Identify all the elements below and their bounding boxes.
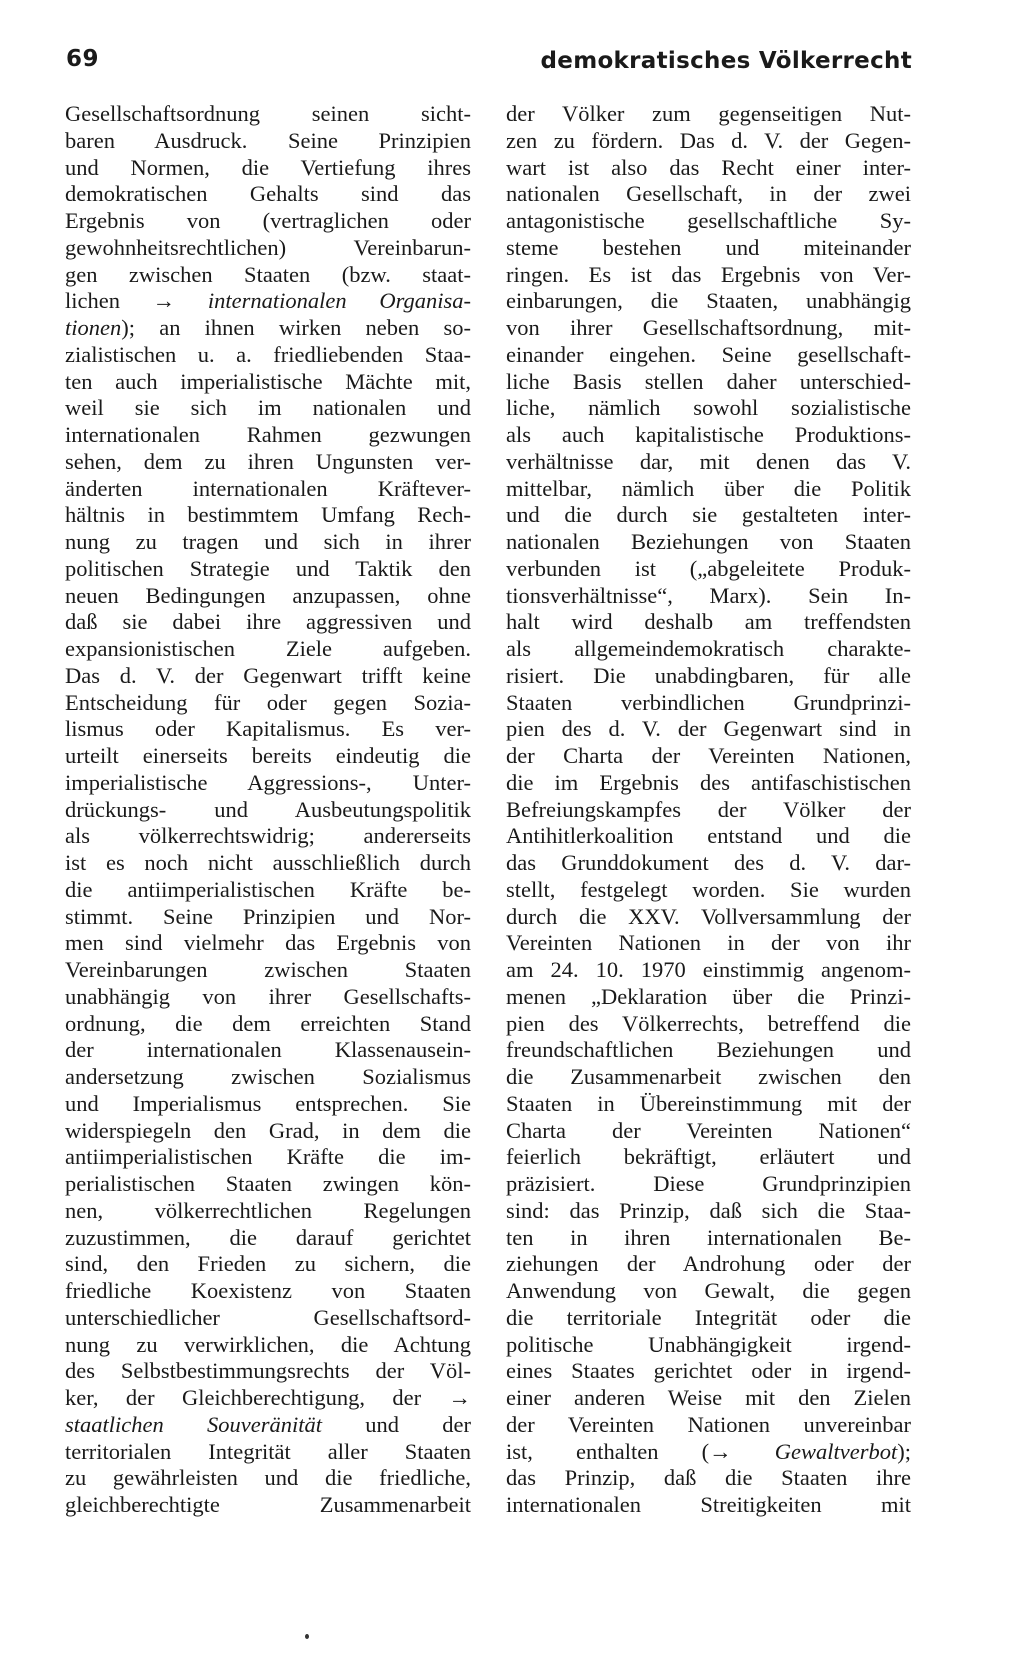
text-segment: verbunden ist („abgeleitete Produk-: [506, 555, 911, 581]
text-segment: ); an ihnen wirken neben so-: [121, 315, 471, 340]
text-segment: internationalen Streitigkeiten mit: [506, 1492, 911, 1517]
text-line: [65, 208, 471, 235]
text-segment: ringen. Es ist das Ergebnis von Ver-: [506, 261, 911, 287]
text-segment: nen, völkerrechtlichen Regelungen: [65, 1197, 471, 1223]
text-segment: hältnis in bestimmtem Umfang Rech-: [65, 502, 471, 528]
text-line: [506, 181, 911, 208]
text-line: [506, 422, 911, 449]
text-segment: sind: das Prinzip, daß sich die Staa-: [506, 1197, 911, 1223]
text-segment: perialistischen Staaten zwingen kön-: [65, 1171, 471, 1196]
text-line: [506, 288, 911, 315]
text-line: [65, 235, 471, 262]
text-segment: ten auch imperialistische Mächte mit,: [65, 368, 471, 394]
text-segment: daß sie dabei ihre aggressiven und: [65, 609, 471, 635]
text-segment: der Charta der Vereinten Nationen,: [506, 743, 911, 768]
text-segment: pien des d. V. der Gegenwart sind in: [506, 716, 911, 742]
text-line: [506, 502, 911, 529]
text-segment: die im Ergebnis des antifaschistischen: [506, 769, 911, 795]
text-line: [506, 449, 911, 476]
text-segment: nung zu verwirklichen, die Achtung: [65, 1331, 471, 1357]
text-segment: politischen Strategie und Taktik den: [65, 555, 471, 581]
text-line: [65, 850, 471, 877]
text-line: [65, 342, 471, 369]
text-segment: einer anderen Weise mit den Zielen: [506, 1385, 911, 1410]
text-line: [65, 1225, 471, 1252]
text-line: [506, 636, 911, 663]
text-line: [65, 1385, 471, 1412]
text-line: [65, 315, 471, 342]
text-segment: menen „Deklaration über die Prinzi-: [506, 983, 911, 1009]
text-segment: tionsverhältnisse“, Marx). Sein In-: [506, 582, 911, 608]
text-segment: Das d. V. der Gegenwart trifft keine: [65, 662, 471, 688]
text-segment: ordnung, die dem erreichten Stand: [65, 1010, 471, 1036]
text-segment: men sind vielmehr das Ergebnis von: [65, 930, 471, 956]
text-segment: verhältnisse dar, mit denen das V.: [506, 448, 911, 474]
text-line: [506, 1091, 911, 1118]
text-line: [506, 583, 911, 610]
text-segment: urteilt einerseits bereits eindeutig die: [65, 743, 471, 768]
text-segment: freundschaftlichen Beziehungen und: [506, 1037, 911, 1063]
text-segment: ten in ihren internationalen Be-: [506, 1224, 911, 1250]
text-segment: lichen →: [65, 288, 208, 314]
text-line: [65, 395, 471, 422]
italic-reference: staatlichen Souveränität: [65, 1411, 322, 1437]
text-segment: präzisiert. Diese Grundprinzipien: [506, 1171, 911, 1196]
text-line: [65, 609, 471, 636]
text-line: [506, 984, 911, 1011]
text-segment: die antiimperialistischen Kräfte be-: [65, 876, 471, 902]
right-text-column: [506, 101, 911, 1519]
text-line: [65, 422, 471, 449]
text-line: [506, 1144, 911, 1171]
text-segment: das Grunddokument des d. V. dar-: [506, 850, 911, 875]
text-line: [506, 663, 911, 690]
text-segment: Ergebnis von (vertraglichen oder: [65, 208, 471, 233]
text-line: [65, 904, 471, 931]
text-segment: expansionistischen Ziele aufgeben.: [65, 636, 471, 661]
text-segment: ker, der Gleichberechtigung, der →: [65, 1385, 471, 1410]
text-line: [65, 556, 471, 583]
text-segment: Charta der Vereinten Nationen“: [506, 1117, 911, 1143]
text-line: [506, 1465, 911, 1492]
text-line: [65, 957, 471, 984]
text-line: [65, 1064, 471, 1091]
page-number: 69: [66, 46, 100, 72]
text-segment: am 24. 10. 1970 einstimmig angenom-: [506, 957, 911, 982]
text-segment: des Selbstbestimmungsrechts der Völ-: [65, 1358, 471, 1384]
text-segment: änderten internationalen Kräftever-: [65, 475, 471, 501]
text-line: [65, 288, 471, 315]
text-segment: ist es noch nicht ausschließlich durch: [65, 850, 471, 875]
text-line: [506, 609, 911, 636]
text-segment: zialistischen u. a. friedliebenden Staa-: [65, 341, 471, 367]
text-line: [65, 984, 471, 1011]
text-line: [506, 395, 911, 422]
text-line: [65, 823, 471, 850]
text-segment: antiimperialistischen Kräfte die im-: [65, 1144, 471, 1170]
text-segment: lismus oder Kapitalismus. Es ver-: [65, 716, 471, 742]
text-line: [506, 1385, 911, 1412]
text-segment: und Imperialismus entsprechen. Sie: [65, 1090, 471, 1116]
text-line: [65, 1439, 471, 1466]
text-line: [65, 770, 471, 797]
text-segment: sind, den Frieden zu sichern, die: [65, 1251, 471, 1277]
text-segment: stellt, festgelegt worden. Sie wurden: [506, 876, 911, 902]
text-segment: als auch kapitalistische Produktions-: [506, 422, 911, 447]
text-segment: die Zusammenarbeit zwischen den: [506, 1064, 911, 1089]
text-line: [65, 930, 471, 957]
text-line: [506, 1198, 911, 1225]
text-segment: Entscheidung für oder gegen Sozia-: [65, 689, 471, 715]
text-line: [506, 716, 911, 743]
text-line: [506, 957, 911, 984]
text-segment: widerspiegeln den Grad, in dem die: [65, 1117, 471, 1143]
text-segment: einbarungen, die Staaten, unabhängig: [506, 288, 911, 314]
text-line: [65, 877, 471, 904]
text-line: [65, 1492, 471, 1519]
text-line: [65, 797, 471, 824]
text-segment: sehen, dem zu ihren Ungunsten ver-: [65, 448, 471, 474]
text-segment: feierlich bekräftigt, erläutert und: [506, 1144, 911, 1170]
text-line: [506, 476, 911, 503]
text-line: [506, 823, 911, 850]
text-line: [65, 1251, 471, 1278]
text-line: [65, 663, 471, 690]
text-line: [506, 904, 911, 931]
text-line: [65, 101, 471, 128]
text-segment: politische Unabhängigkeit irgend-: [506, 1331, 911, 1357]
text-line: [65, 502, 471, 529]
text-segment: nationalen Gesellschaft, in der zwei: [506, 181, 911, 207]
text-line: [65, 1278, 471, 1305]
text-line: [65, 1118, 471, 1145]
text-segment: territorialen Integrität aller Staaten: [65, 1438, 471, 1464]
italic-reference: internationalen Organisa-: [207, 288, 471, 314]
text-segment: gen zwischen Staaten (bzw. staat-: [65, 261, 471, 287]
text-line: [65, 743, 471, 770]
text-line: [65, 1011, 471, 1038]
text-segment: Vereinbarungen zwischen Staaten: [65, 957, 471, 982]
text-line: [506, 1225, 911, 1252]
text-line: [506, 770, 911, 797]
text-segment: das Prinzip, daß die Staaten ihre: [506, 1465, 911, 1491]
text-line: [506, 1011, 911, 1038]
text-segment: Vereinten Nationen in der von ihr: [506, 930, 911, 956]
text-segment: zu gewährleisten und die friedliche,: [65, 1465, 471, 1491]
text-line: [506, 797, 911, 824]
text-line: [506, 1358, 911, 1385]
text-line: [506, 342, 911, 369]
text-line: [65, 1465, 471, 1492]
text-line: [506, 208, 911, 235]
text-line: [65, 1037, 471, 1064]
text-segment: Antihitlerkoalition entstand und die: [506, 823, 911, 849]
text-line: [65, 476, 471, 503]
text-line: [506, 1492, 911, 1519]
print-speck: [305, 1634, 309, 1639]
text-segment: friedliche Koexistenz von Staaten: [65, 1278, 471, 1303]
text-line: [506, 128, 911, 155]
text-segment: neuen Bedingungen anzupassen, ohne: [65, 582, 471, 608]
text-line: [506, 1305, 911, 1332]
text-segment: Staaten verbindlichen Grundprinzi-: [506, 689, 911, 715]
text-segment: zen zu fördern. Das d. V. der Gegen-: [506, 127, 911, 153]
text-segment: ist, enthalten (→: [506, 1438, 775, 1464]
left-text-column: [65, 101, 471, 1519]
text-segment: zuzustimmen, die darauf gerichtet: [65, 1224, 471, 1250]
text-line: [65, 1198, 471, 1225]
text-line: [65, 449, 471, 476]
text-line: [506, 315, 911, 342]
text-line: [65, 1144, 471, 1171]
text-line: [65, 369, 471, 396]
text-segment: Anwendung von Gewalt, die gegen: [506, 1278, 911, 1303]
text-segment: als allgemeindemokratisch charakte-: [506, 636, 911, 661]
text-line: [65, 690, 471, 717]
text-segment: Staaten in Übereinstimmung mit der: [506, 1090, 911, 1116]
text-line: [506, 930, 911, 957]
text-segment: der Völker zum gegenseitigen Nut-: [506, 101, 911, 126]
text-line: [506, 690, 911, 717]
text-segment: gewohnheitsrechtlichen) Vereinbarun-: [65, 234, 471, 260]
text-segment: durch die XXV. Vollversammlung der: [506, 903, 911, 929]
text-segment: weil sie sich im nationalen und: [65, 395, 471, 421]
text-line: [65, 583, 471, 610]
text-segment: demokratischen Gehalts sind das: [65, 181, 471, 207]
text-segment: wart ist also das Recht einer inter-: [506, 154, 911, 180]
text-line: [506, 1171, 911, 1198]
text-line: [65, 1332, 471, 1359]
text-segment: als völkerrechtswidrig; andererseits: [65, 823, 471, 849]
text-segment: andersetzung zwischen Sozialismus: [65, 1064, 471, 1089]
text-line: [506, 1037, 911, 1064]
text-segment: Gesellschaftsordnung seinen sicht-: [65, 101, 471, 126]
text-segment: );: [897, 1438, 911, 1464]
text-segment: antagonistische gesellschaftliche Sy-: [506, 208, 911, 233]
text-segment: und Normen, die Vertiefung ihres: [65, 154, 471, 180]
text-line: [506, 877, 911, 904]
text-segment: imperialistische Aggressions-, Unter-: [65, 769, 471, 795]
text-line: [506, 1412, 911, 1439]
text-line: [506, 1278, 911, 1305]
text-segment: liche, nämlich sowohl sozialistische: [506, 395, 911, 421]
italic-reference: tionen: [65, 315, 122, 340]
text-segment: unterschiedlicher Gesellschaftsord-: [65, 1304, 471, 1330]
text-segment: einander eingehen. Seine gesellschaft-: [506, 341, 911, 367]
text-segment: pien des Völkerrechts, betreffend die: [506, 1010, 911, 1036]
italic-reference: Gewaltverbot: [774, 1438, 898, 1464]
text-segment: liche Basis stellen daher unterschied-: [506, 368, 911, 394]
text-line: [506, 1251, 911, 1278]
text-line: [65, 181, 471, 208]
text-line: [506, 155, 911, 182]
text-line: [65, 1091, 471, 1118]
text-line: [506, 1118, 911, 1145]
text-line: [65, 636, 471, 663]
text-segment: von ihrer Gesellschaftsordnung, mit-: [506, 315, 911, 340]
text-line: [65, 529, 471, 556]
text-segment: mittelbar, nämlich über die Politik: [506, 475, 911, 501]
text-segment: und der: [321, 1411, 471, 1437]
text-line: [506, 529, 911, 556]
text-segment: die territoriale Integrität oder die: [506, 1304, 911, 1330]
text-line: [506, 556, 911, 583]
text-line: [506, 1439, 911, 1466]
text-segment: Befreiungskampfes der Völker der: [506, 796, 911, 822]
text-line: [65, 1358, 471, 1385]
text-segment: steme bestehen und miteinander: [506, 234, 911, 260]
text-segment: risiert. Die unabdingbaren, für alle: [506, 662, 911, 688]
text-line: [506, 850, 911, 877]
text-segment: unabhängig von ihrer Gesellschafts-: [65, 983, 471, 1009]
text-segment: eines Staates gerichtet oder in irgend-: [506, 1358, 911, 1384]
text-line: [506, 1064, 911, 1091]
running-head: demokratisches Völkerrecht: [540, 48, 912, 74]
text-segment: der internationalen Klassenausein-: [65, 1037, 471, 1063]
text-line: [65, 128, 471, 155]
text-segment: der Vereinten Nationen unvereinbar: [506, 1411, 911, 1437]
text-line: [506, 1332, 911, 1359]
text-line: [506, 262, 911, 289]
text-segment: gleichberechtigte Zusammenarbeit: [65, 1492, 471, 1517]
text-line: [65, 1305, 471, 1332]
text-segment: nationalen Beziehungen von Staaten: [506, 529, 911, 554]
text-line: [65, 1412, 471, 1439]
text-line: [65, 716, 471, 743]
text-segment: und die durch sie gestalteten inter-: [506, 502, 911, 528]
text-line: [506, 369, 911, 396]
text-segment: halt wird deshalb am treffendsten: [506, 609, 911, 635]
text-line: [65, 1171, 471, 1198]
text-line: [65, 155, 471, 182]
text-line: [65, 262, 471, 289]
text-segment: drückungs- und Ausbeutungspolitik: [65, 796, 471, 822]
text-segment: baren Ausdruck. Seine Prinzipien: [65, 127, 471, 153]
text-segment: stimmt. Seine Prinzipien und Nor-: [65, 903, 471, 929]
text-line: [506, 101, 911, 128]
text-line: [506, 743, 911, 770]
text-segment: nung zu tragen und sich in ihrer: [65, 529, 471, 554]
text-line: [506, 235, 911, 262]
text-segment: ziehungen der Androhung oder der: [506, 1251, 911, 1277]
text-segment: internationalen Rahmen gezwungen: [65, 422, 471, 447]
